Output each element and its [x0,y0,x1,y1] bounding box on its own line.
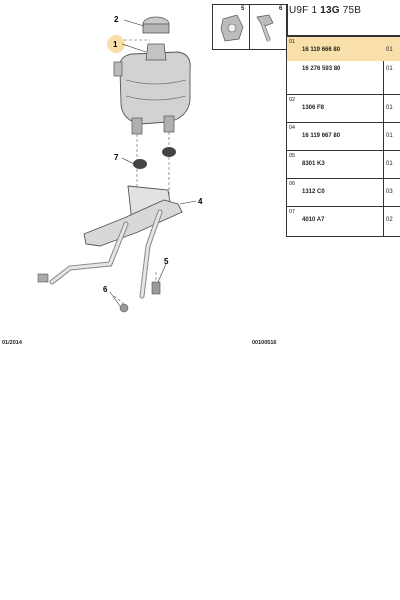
part-index: 07 [289,209,296,215]
part-quantity: 01 [386,47,393,53]
part-row-06[interactable] [287,178,400,207]
grommet-left [133,159,147,169]
inset-label-6: 6 [279,6,283,12]
footer-reference: 00100516 [252,340,277,346]
part-quantity: 01 [386,161,393,167]
part-row-01a[interactable] [287,36,400,61]
grommet-right [162,147,176,157]
callout-6: 6 [103,285,108,294]
screw [152,282,160,294]
part-index: 01 [289,39,296,45]
part-reference: 16 276 593 80 [302,66,341,72]
footer-date: 01/2014 [2,340,22,346]
part-quantity: 01 [386,133,393,139]
nut [120,304,128,312]
part-reference: 4010 A7 [302,217,325,223]
part-row-05[interactable] [287,150,400,179]
part-row-07[interactable] [287,206,400,237]
part-index: 04 [289,125,296,131]
callout-4: 4 [198,197,203,206]
part-reference: 16 119 667 80 [302,133,341,139]
part-index: 06 [289,181,296,187]
callout-1: 1 [113,40,118,49]
callout-5: 5 [164,257,169,266]
part-row-04[interactable] [287,122,400,151]
diagram-drawing [0,0,286,360]
vehicle-code: U9F 1 13G 75B [289,5,362,16]
part-reference: 1306 F8 [302,105,325,111]
part-row-02[interactable] [287,94,400,123]
fastener-inset [212,4,288,50]
part-quantity: 01 [386,66,393,72]
part-reference: 8301 K3 [302,161,325,167]
callout-7: 7 [114,153,119,162]
callout-2: 2 [114,15,119,24]
parts-diagram [0,0,286,360]
part-reference: 1312 C0 [302,189,325,195]
part-reference: 16 119 666 80 [302,47,341,53]
part-quantity: 02 [386,217,393,223]
parts-table [286,4,400,237]
part-quantity: 01 [386,105,393,111]
inset-label-5: 5 [241,6,245,12]
vehicle-code-header [287,4,400,36]
part-quantity: 03 [386,189,393,195]
part-index: 02 [289,97,296,103]
expansion-tank [120,52,191,124]
part-row-01b[interactable] [287,60,400,94]
fastener-drawings [213,5,287,49]
part-index: 05 [289,153,296,159]
